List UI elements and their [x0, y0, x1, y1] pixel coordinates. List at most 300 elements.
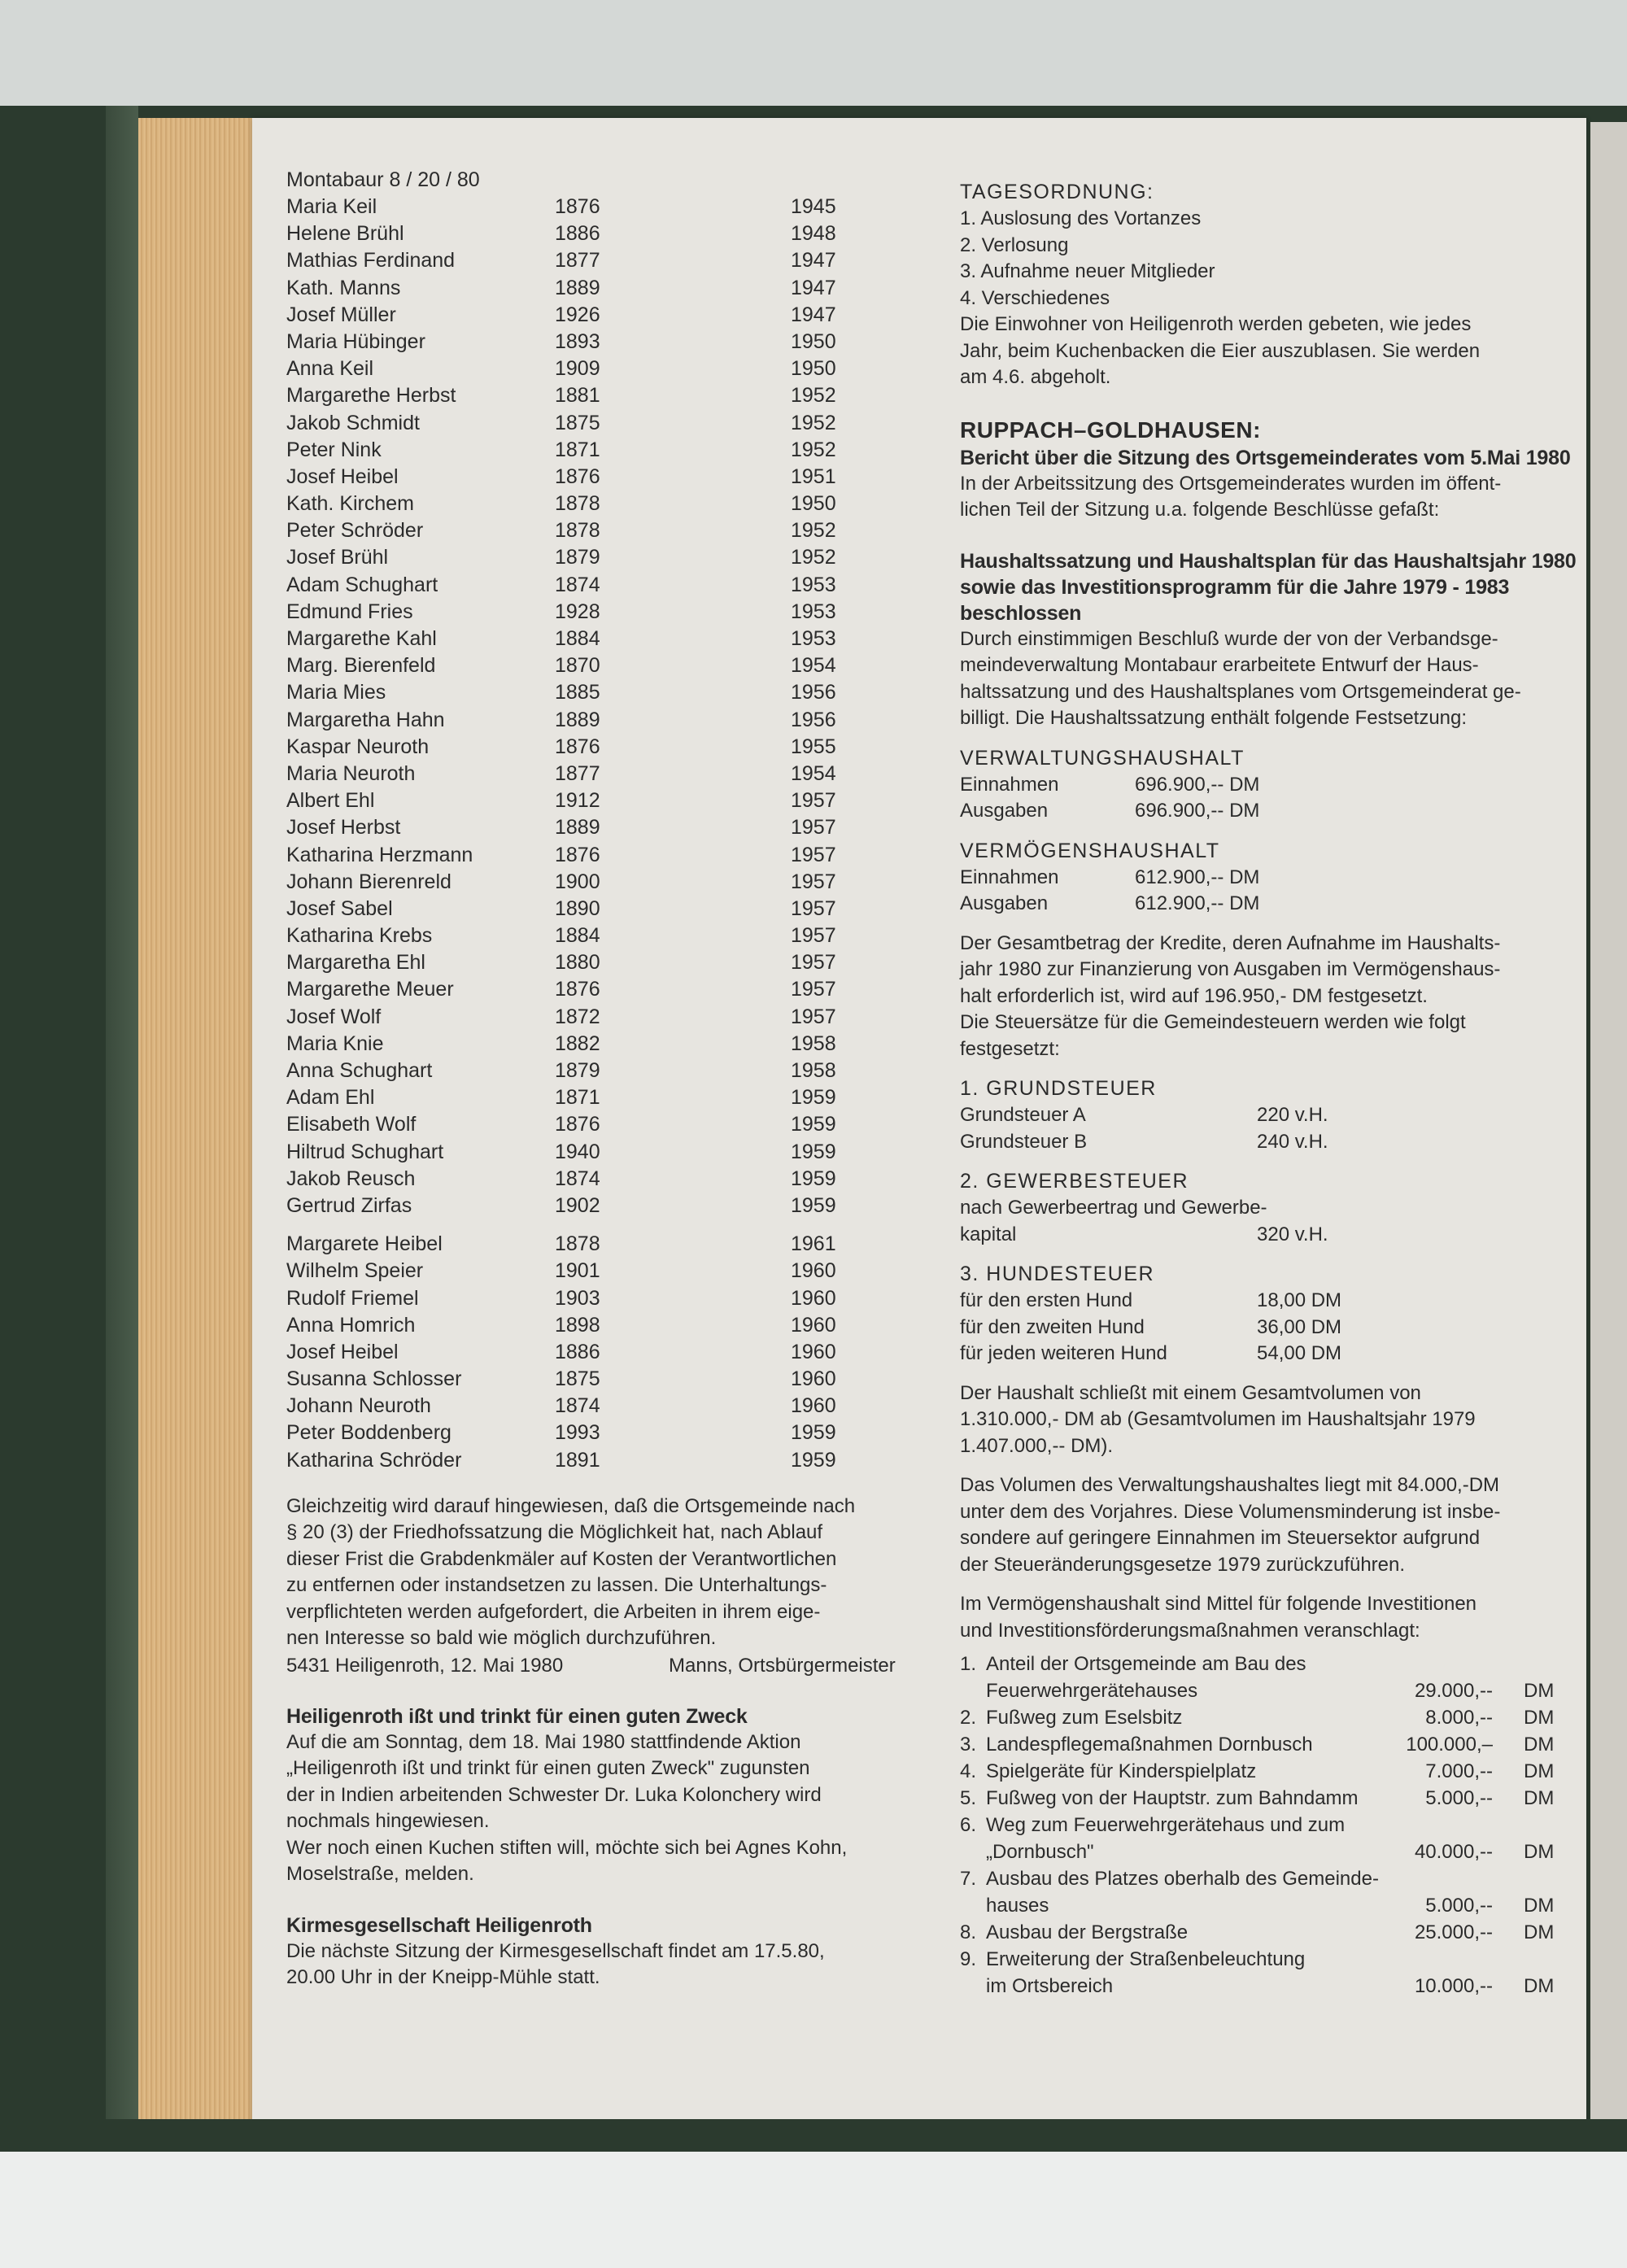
burial-year: 1952 [791, 411, 836, 434]
birth-year: 1878 [555, 492, 600, 516]
text-line: dieser Frist die Grabdenkmäler auf Kosten der Verantwortlichen [286, 1547, 837, 1570]
person-row [286, 896, 937, 922]
investment-row [960, 1731, 1578, 1758]
investment-text: Ausbau des Platzes oberhalb des Gemeinde- [986, 1868, 1379, 1890]
person-name: Gertrud Zirfas [286, 1193, 412, 1217]
burial-year: 1957 [791, 870, 836, 893]
birth-year: 1878 [555, 1232, 600, 1256]
total-volume-paragraph [960, 1380, 1578, 1460]
birth-year: 1877 [555, 761, 600, 785]
birth-year: 1874 [555, 1394, 600, 1418]
person-row [286, 410, 937, 437]
person-name: Maria Mies [286, 681, 386, 704]
person-row [286, 1231, 937, 1258]
burial-year: 1950 [791, 329, 836, 353]
person-name: Maria Neuroth [286, 761, 416, 785]
gewerbesteuer-value: 320 v.H. [1257, 1223, 1328, 1245]
person-name: Johann Bierenreld [286, 870, 451, 893]
person-name: Elisabeth Wolf [286, 1113, 417, 1136]
burial-year: 1957 [791, 1005, 836, 1028]
report-heading: Bericht über die Sitzung des Ortsgemeinderates vom 5.Mai 1980 [960, 446, 1571, 469]
person-name: Anna Keil [286, 357, 374, 381]
verwaltung-title: VERWALTUNGSHAUSHALT [960, 746, 1245, 770]
person-name: Albert Ehl [286, 789, 375, 813]
birth-year: 1871 [555, 438, 600, 461]
person-name: Katharina Schröder [286, 1448, 462, 1472]
birth-year: 1886 [555, 1340, 600, 1363]
investment-row [960, 1919, 1578, 1946]
investment-text: Feuerwehrgerätehauses [986, 1680, 1198, 1702]
person-name: Margaretha Hahn [286, 708, 445, 731]
person-row [286, 275, 937, 302]
person-name: Susanna Schlosser [286, 1367, 462, 1391]
hundesteuer-table [960, 1288, 1578, 1367]
charity-paragraph [286, 1729, 937, 1888]
text-line: Das Volumen des Verwaltungshaushaltes liegt mit 84.000,-DM [960, 1474, 1500, 1496]
burial-year: 1952 [791, 384, 836, 408]
investment-amount: 5.000,-- [1425, 1895, 1493, 1917]
person-name: Josef Müller [286, 303, 396, 326]
gewerbesteuer-title: 2. GEWERBESTEUER [960, 1170, 1189, 1193]
investment-currency: DM [1524, 1841, 1555, 1863]
investment-currency: DM [1524, 1707, 1555, 1729]
person-row [286, 544, 937, 571]
investment-text: Fußweg von der Hauptstr. zum Bahndamm [986, 1787, 1359, 1809]
investment-amount: 7.000,-- [1425, 1760, 1493, 1782]
investment-row [960, 1677, 1578, 1704]
person-row [286, 1139, 937, 1166]
investment-text: Weg zum Feuerwehrgerätehaus und zum [986, 1814, 1346, 1836]
person-name: Peter Schröder [286, 519, 424, 543]
agenda-item: 3. Aufnahme neuer Mitglieder [960, 260, 1215, 282]
row-value: 696.900,-- DM [1135, 800, 1260, 822]
investment-text: im Ortsbereich [986, 1975, 1114, 1997]
investment-number: 6. [960, 1814, 977, 1836]
burial-year: 1959 [791, 1193, 836, 1217]
text-line: Durch einstimmigen Beschluß wurde der von der Verbandsge- [960, 627, 1498, 650]
burial-year: 1957 [791, 816, 836, 840]
text-line: Der Gesamtbetrag der Kredite, deren Aufnahme im Haushalts- [960, 931, 1501, 954]
person-row [286, 1420, 937, 1446]
investment-row [960, 1973, 1578, 2000]
burial-year: 1957 [791, 896, 836, 920]
person-row [286, 1366, 937, 1393]
person-name: Maria Knie [286, 1032, 384, 1055]
binding-top [0, 0, 1627, 106]
person-name: Hiltrud Schughart [286, 1140, 444, 1163]
person-name: Kaspar Neuroth [286, 735, 430, 758]
person-row [286, 787, 937, 814]
person-row [286, 491, 937, 517]
person-row [286, 382, 937, 409]
text-line: 1.407.000,-- DM). [960, 1434, 1114, 1457]
burial-year: 1961 [791, 1232, 836, 1256]
person-name: Josef Brühl [286, 546, 389, 569]
text-line: billigt. Die Haushaltssatzung enthält folgende Festsetzung: [960, 707, 1468, 729]
person-name: Josef Heibel [286, 1340, 399, 1363]
burial-year: 1959 [791, 1086, 836, 1110]
person-row [286, 329, 937, 355]
person-name: Peter Nink [286, 438, 382, 461]
signature-name: Manns, Ortsbürgermeister [669, 1654, 896, 1677]
person-row [286, 1031, 937, 1058]
person-row [286, 437, 937, 464]
birth-year: 1876 [555, 465, 600, 488]
person-row [286, 707, 937, 734]
birth-year: 1900 [555, 870, 600, 893]
person-name: Adam Ehl [286, 1086, 375, 1110]
birth-year: 1928 [555, 600, 600, 623]
person-row [286, 869, 937, 896]
birth-year: 1876 [555, 195, 600, 218]
person-name: Jakob Schmidt [286, 411, 420, 434]
person-row [286, 1004, 937, 1031]
person-row [286, 734, 937, 761]
birth-year: 1879 [555, 546, 600, 569]
birth-year: 1889 [555, 276, 600, 299]
text-line: verpflichteten werden aufgefordert, die Arbeiten in ihrem eige- [286, 1600, 821, 1623]
investment-currency: DM [1524, 1787, 1555, 1809]
agenda-item: 1. Auslosung des Vortanzes [960, 207, 1202, 229]
burial-year: 1945 [791, 195, 836, 218]
person-row [286, 1111, 937, 1138]
person-row [286, 922, 937, 949]
section-heading-charity: Heiligenroth ißt und trinkt für einen guten Zweck [286, 1704, 748, 1728]
person-name: Josef Wolf [286, 1005, 382, 1028]
text-line: Gleichzeitig wird darauf hingewiesen, daß die Ortsgemeinde nach [286, 1494, 856, 1517]
birth-year: 1876 [555, 978, 600, 1001]
burial-year: 1959 [791, 1167, 836, 1190]
person-name: Rudolf Friemel [286, 1286, 419, 1310]
person-row [286, 464, 937, 491]
text-line: lichen Teil der Sitzung u.a. folgende Beschlüsse gefaßt: [960, 499, 1440, 521]
text-line: Die Steuersätze für die Gemeindesteuern werden wie folgt [960, 1011, 1466, 1033]
text-line: zu entfernen oder instandsetzen zu lassen. Die Unterhaltungs- [286, 1574, 827, 1597]
burial-year: 1957 [791, 924, 836, 948]
person-row [286, 949, 937, 976]
investment-row [960, 1946, 1578, 1973]
birth-year: 1890 [555, 896, 600, 920]
birth-year: 1898 [555, 1313, 600, 1337]
investment-number: 1. [960, 1653, 977, 1675]
row-label: für den zweiten Hund [960, 1315, 1145, 1338]
investment-currency: DM [1524, 1895, 1555, 1917]
birth-year: 1893 [555, 329, 600, 353]
adjacent-page-edge [1590, 122, 1627, 2123]
person-row [286, 626, 937, 652]
birth-year: 1880 [555, 951, 600, 975]
agenda-list [960, 206, 1578, 312]
investment-number: 2. [960, 1707, 977, 1729]
hundesteuer-title: 3. HUNDESTEUER [960, 1263, 1155, 1285]
person-name: Josef Heibel [286, 465, 399, 488]
birth-year: 1889 [555, 816, 600, 840]
kirmes-paragraph [286, 1939, 937, 1991]
person-name: Katharina Krebs [286, 924, 433, 948]
burial-year: 1959 [791, 1140, 836, 1163]
text-line: Jahr, beim Kuchenbacken die Eier auszublasen. Sie werden [960, 339, 1481, 362]
birth-year: 1875 [555, 411, 600, 434]
text-line: unter dem des Vorjahres. Diese Volumensminderung ist insbe- [960, 1500, 1501, 1523]
burial-year: 1947 [791, 276, 836, 299]
person-row [286, 1084, 937, 1111]
person-name: Kath. Kirchem [286, 492, 415, 516]
birth-year: 1901 [555, 1259, 600, 1283]
left-column [286, 167, 937, 1991]
burial-year: 1954 [791, 761, 836, 785]
person-row [286, 761, 937, 787]
text-line: 20.00 Uhr in der Kneipp-Mühle statt. [286, 1966, 600, 1989]
person-name: Mathias Ferdinand [286, 249, 456, 273]
investment-currency: DM [1524, 1975, 1555, 1997]
burial-year: 1958 [791, 1059, 836, 1082]
burial-year: 1960 [791, 1259, 836, 1283]
birth-year: 1874 [555, 1167, 600, 1190]
gewerbesteuer-row [960, 1222, 1578, 1249]
person-name: Maria Keil [286, 195, 377, 218]
text-line: § 20 (3) der Friedhofssatzung die Möglichkeit hat, nach Ablauf [286, 1521, 823, 1544]
row-label: Grundsteuer B [960, 1130, 1088, 1153]
burial-year: 1960 [791, 1286, 836, 1310]
investment-currency: DM [1524, 1921, 1555, 1943]
investment-currency: DM [1524, 1760, 1555, 1782]
person-row [286, 302, 937, 329]
text-line: Der Haushalt schließt mit einem Gesamtvolumen von [960, 1381, 1421, 1404]
investment-row [960, 1838, 1578, 1865]
burial-year: 1953 [791, 627, 836, 650]
person-row [286, 1193, 937, 1219]
person-row [286, 1285, 937, 1312]
investment-currency: DM [1524, 1734, 1555, 1756]
vermoegen-table [960, 865, 1578, 918]
value-row [960, 1341, 1578, 1367]
investment-row [960, 1785, 1578, 1812]
person-row [286, 1447, 937, 1474]
row-label: für den ersten Hund [960, 1289, 1133, 1311]
person-row [286, 1312, 937, 1339]
person-row [286, 599, 937, 626]
burial-year: 1954 [791, 654, 836, 678]
investment-number: 3. [960, 1734, 977, 1756]
row-value: 240 v.H. [1257, 1130, 1328, 1153]
value-row [960, 1129, 1578, 1156]
text-line: nochmals hingewiesen. [286, 1810, 490, 1833]
row-label: für jeden weiteren Hund [960, 1342, 1167, 1364]
burial-year: 1951 [791, 465, 836, 488]
person-name: Helene Brühl [286, 222, 404, 246]
text-line: 1.310.000,- DM ab (Gesamtvolumen im Haushaltsjahr 1979 [960, 1408, 1476, 1430]
investment-amount: 100.000,– [1406, 1734, 1493, 1756]
person-name: Katharina Herzmann [286, 843, 473, 866]
burial-year: 1957 [791, 951, 836, 975]
investment-text: Anteil der Ortsgemeinde am Bau des [986, 1653, 1306, 1675]
value-row [960, 1102, 1578, 1129]
burial-year: 1950 [791, 492, 836, 516]
scan-background [0, 2152, 1627, 2268]
signature-line [286, 1652, 937, 1679]
investment-amount: 29.000,-- [1414, 1680, 1493, 1702]
investment-text: hauses [986, 1895, 1049, 1917]
row-value: 696.900,-- DM [1135, 773, 1260, 796]
person-row [286, 814, 937, 841]
burial-year: 1956 [791, 681, 836, 704]
investment-number: 8. [960, 1921, 977, 1943]
investment-text: Erweiterung der Straßenbeleuchtung [986, 1948, 1306, 1970]
person-row [286, 679, 937, 706]
birth-year: 1875 [555, 1367, 600, 1391]
person-name: Margarethe Kahl [286, 627, 437, 650]
deceased-list-group-2 [286, 1231, 937, 1474]
text-line: halt erforderlich ist, wird auf 196.950,- DM festgesetzt. [960, 984, 1428, 1007]
eggs-paragraph [960, 312, 1578, 391]
gewerbesteuer-line: nach Gewerbeertrag und Gewerbe- [960, 1197, 1267, 1219]
person-name: Edmund Fries [286, 600, 413, 623]
burial-year: 1947 [791, 249, 836, 273]
person-row [286, 976, 937, 1003]
birth-year: 1886 [555, 222, 600, 246]
person-row [286, 517, 937, 544]
birth-year: 1912 [555, 789, 600, 813]
text-line: Die Einwohner von Heiligenroth werden gebeten, wie jedes [960, 313, 1472, 335]
person-name: Anna Schughart [286, 1059, 433, 1082]
person-name: Marg. Bierenfeld [286, 654, 436, 678]
person-row [286, 572, 937, 599]
investment-row [960, 1651, 1578, 1677]
person-row [286, 1258, 937, 1284]
investment-text: „Dornbusch" [986, 1841, 1094, 1863]
birth-year: 1877 [555, 249, 600, 273]
investment-text: Ausbau der Bergstraße [986, 1921, 1189, 1943]
person-row [286, 194, 937, 220]
burial-year: 1960 [791, 1313, 836, 1337]
right-column [960, 179, 1578, 2000]
investment-amount: 40.000,-- [1414, 1841, 1493, 1863]
birth-year: 1874 [555, 573, 600, 596]
investment-row [960, 1812, 1578, 1838]
birth-year: 1902 [555, 1193, 600, 1217]
person-name: Margarethe Meuer [286, 978, 454, 1001]
investment-text: Spielgeräte für Kinderspielplatz [986, 1760, 1257, 1782]
investment-list [960, 1651, 1578, 2000]
section-heading-kirmes: Kirmesgesellschaft Heiligenroth [286, 1913, 592, 1937]
text-line: nen Interesse so bald wie möglich durchzuführen. [286, 1627, 717, 1650]
person-row [286, 1166, 937, 1193]
person-row [286, 1339, 937, 1366]
row-label: Ausgaben [960, 892, 1049, 914]
volume-paragraph [960, 1472, 1578, 1578]
birth-year: 1882 [555, 1032, 600, 1055]
book-cover-edge [106, 106, 138, 2123]
person-row [286, 652, 937, 679]
burial-year: 1950 [791, 357, 836, 381]
value-row [960, 772, 1578, 799]
bottom-cover-edge [106, 2119, 1627, 2152]
birth-year: 1871 [555, 1086, 600, 1110]
birth-year: 1884 [555, 627, 600, 650]
signature-place-date: 5431 Heiligenroth, 12. Mai 1980 [286, 1654, 564, 1677]
person-name: Peter Boddenberg [286, 1421, 451, 1445]
investment-text: Fußweg zum Eselsbitz [986, 1707, 1183, 1729]
text-line: am 4.6. abgeholt. [960, 366, 1111, 388]
text-line: der Steueränderungsgesetze 1979 zurückzuführen. [960, 1553, 1406, 1576]
investment-currency: DM [1524, 1680, 1555, 1702]
vermoegen-title: VERMÖGENSHAUSHALT [960, 839, 1220, 862]
person-row [286, 1058, 937, 1084]
person-row [286, 1393, 937, 1420]
report-paragraph [960, 471, 1578, 524]
agenda-item: 4. Verschiedenes [960, 286, 1110, 309]
text-line: sondere auf geringere Einnahmen im Steuersektor aufgrund [960, 1527, 1481, 1549]
person-row [286, 220, 937, 247]
burial-year: 1958 [791, 1032, 836, 1055]
text-line: Die nächste Sitzung der Kirmesgesellschaft findet am 17.5.80, [286, 1939, 825, 1962]
person-row [286, 842, 937, 869]
person-name: Maria Hübinger [286, 329, 425, 353]
birth-year: 1884 [555, 924, 600, 948]
person-row [286, 355, 937, 382]
investment-number: 4. [960, 1760, 977, 1782]
credit-paragraph [960, 931, 1578, 1063]
birth-year: 1878 [555, 519, 600, 543]
person-name: Anna Homrich [286, 1313, 416, 1337]
birth-year: 1876 [555, 843, 600, 866]
birth-year: 1870 [555, 654, 600, 678]
verwaltung-table [960, 772, 1578, 825]
burial-year: 1953 [791, 573, 836, 596]
row-value: 18,00 DM [1257, 1289, 1342, 1311]
birth-year: 1940 [555, 1140, 600, 1163]
text-line: In der Arbeitssitzung des Ortsgemeinderates wurden im öffent- [960, 472, 1502, 495]
grundsteuer-table [960, 1102, 1578, 1155]
text-line: Moselstraße, melden. [286, 1863, 474, 1886]
burial-year: 1957 [791, 978, 836, 1001]
investment-row [960, 1892, 1578, 1919]
grundsteuer-title: 1. GRUNDSTEUER [960, 1077, 1157, 1100]
birth-year: 1903 [555, 1286, 600, 1310]
person-name: Josef Herbst [286, 816, 401, 840]
investment-amount: 10.000,-- [1414, 1975, 1493, 1997]
person-name: Margarete Heibel [286, 1232, 443, 1256]
value-row [960, 865, 1578, 892]
investment-row [960, 1865, 1578, 1892]
birth-year: 1881 [555, 384, 600, 408]
investment-row [960, 1704, 1578, 1731]
burial-year: 1947 [791, 303, 836, 326]
row-value: 54,00 DM [1257, 1342, 1342, 1364]
agenda-title: TAGESORDNUNG: [960, 181, 1154, 203]
burial-year: 1960 [791, 1340, 836, 1363]
burial-year: 1956 [791, 708, 836, 731]
row-label: Grundsteuer A [960, 1104, 1086, 1126]
list-header: Montabaur 8 / 20 / 80 [286, 168, 480, 191]
row-label: Einnahmen [960, 866, 1059, 888]
burial-year: 1960 [791, 1367, 836, 1391]
investment-amount: 5.000,-- [1425, 1787, 1493, 1809]
birth-year: 1876 [555, 735, 600, 758]
text-line: der in Indien arbeitenden Schwester Dr. Luka Kolonchery wird [286, 1783, 822, 1806]
text-line: Auf die am Sonntag, dem 18. Mai 1980 stattfindende Aktion [286, 1730, 801, 1753]
investment-number: 7. [960, 1868, 977, 1890]
burial-year: 1952 [791, 438, 836, 461]
value-row [960, 1315, 1578, 1341]
heading-line: sowie das Investitionsprogramm für die Jahre 1979 - 1983 [960, 575, 1510, 599]
investment-intro-paragraph [960, 1591, 1578, 1644]
burial-year: 1959 [791, 1421, 836, 1445]
text-line: haltssatzung und des Haushaltsplanes vom Ortsgemeinderat ge- [960, 680, 1521, 703]
burial-year: 1952 [791, 519, 836, 543]
birth-year: 1926 [555, 303, 600, 326]
birth-year: 1885 [555, 681, 600, 704]
